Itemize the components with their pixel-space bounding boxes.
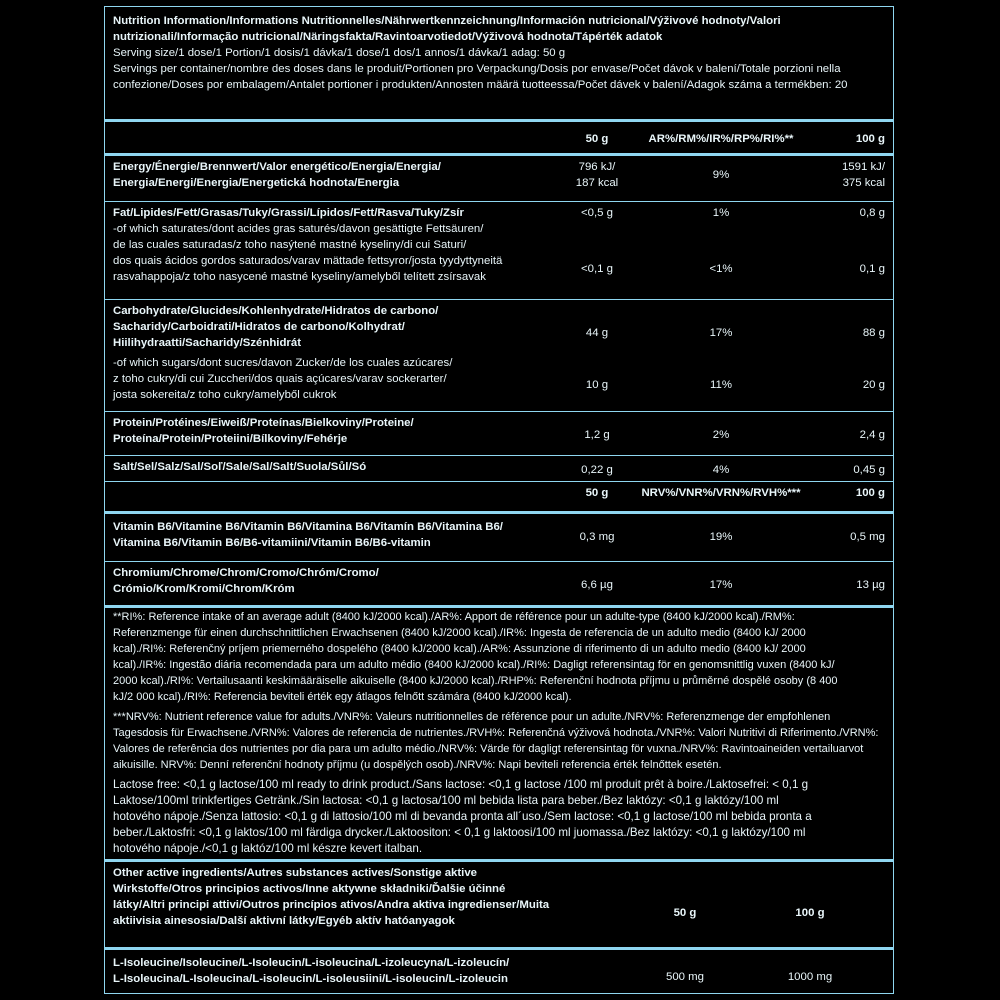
- value-ri: 1%: [712, 207, 730, 219]
- value-50g: 0,3 mg: [579, 531, 615, 543]
- divider: [105, 299, 893, 300]
- table-row-chromium: [105, 565, 893, 601]
- value-100g: 2,4 g: [859, 429, 885, 441]
- ri-footnote: **RI%: Reference intake of an average adult (8400 kJ/2000 kcal)./AR%: Apport de référence pour un adulte-type (8400 kJ/2000 kcal)./RM%: Referenzmenge für einen durchschnittlichen Erwachsenen (8400 kJ/2000 kcal)./IR%: Ingesta de referencia de un adulto medio (8400 kJ/ 2000 kcal)./RI%: Referenčný príjem priemerného dospelého (8400 kJ/2000 kcal)./AR%: Assunzione di riferimento di un adulto medio (8400 kJ/ 2000 kcal)./IR%: Ingestão diária recomendada para um adulto médio (8400 kJ/2000 kcal)./RI%: Dagligt referensintag för en genomsnittlig vuxen (8400 kJ/ 2000 kcal)./RI%: Vertailusaanti keskimääräiselle aikuiselle (8400 kJ/2000 kcal)./RHP%: Referenční hodnota příjmu u průměrné dospělé osoby (8 400 kJ/2 000 kcal)./RI%: Referencia beviteli érték egy átlagos felnőtt számára (8400 kJ/2000 kcal).: [113, 611, 838, 703]
- row-label: Carbohydrate/Glucides/Kohlenhydrate/Hidratos de carbono/ Sacharidy/Carboidrati/Hidratos de carbono/Kolhydrat/ Hiilihydraatti/Sacharidy/Szénhidrát: [113, 305, 439, 349]
- divider: [105, 201, 893, 202]
- divider: [105, 411, 893, 412]
- panel-title-line: Nutrition Information/Informations Nutritionnelles/Nährwertkennzeichnung/Información nutricional/Výživové hodnoty/Valori: [113, 15, 781, 27]
- table1-header-row: [105, 131, 893, 147]
- col-100g-header: 100 g: [855, 487, 885, 499]
- serving-info-line: Serving size/1 dose/1 Portion/1 dosis/1 dávka/1 dose/1 dos/1 annos/1 dávka/1 adag: 50 g: [113, 47, 566, 59]
- sub-row-label: -of which saturates/dont acides gras saturés/davon gesättigte Fettsäuren/ de las cuales saturadas/z toho nasýtené mastné kyseliny/di cui Saturi/ dos quais ácidos gordos saturados/varav mättade fettsyror/josta tyydyttyneitä rasvahappoja/z toho nasycené mastné kyseliny/amelyből telített zsírsavak: [113, 223, 503, 283]
- sub-value-ri: 11%: [710, 379, 732, 391]
- value-50g: 44 g: [585, 327, 609, 339]
- value-100g: 13 µg: [856, 579, 885, 591]
- table-row-protein: [105, 415, 893, 451]
- row-label: L-Isoleucine/Isoleucine/L-Isoleucin/L-isoleucina/L-izoleucyna/L-izoleucín/ L-Isoleucina/L-Isoleucina/L-isoleucin/L-isoleusiini/L-isoleucin/L-izoleucin: [113, 957, 510, 985]
- lactose-note: Lactose free: <0,1 g lactose/100 ml ready to drink product./Sans lactose: <0,1 g lactose /100 ml produit prêt à boire./Laktosefrei: < 0,1 g Laktose/100ml trinkfertiges Getränk./Sin lactosa: <0,1 g lactosa/100 ml bebida lista para beber./Bez laktózy: <0,1 g laktózy/100 ml hotového nápoje./Senza lattosio: <0,1 g di lattosio/100 ml di bevanda pronta all´uso./Sem lactose: <0,1 g lactose/100 ml bebida pronta a beber./Laktosfri: <0,1 g laktos/100 ml färdiga drycker./Laktoositon: < 0,1 g laktoosi/100 ml juomassa./Bez laktózy: <0,1 g laktózy/100 ml hotového nápoje./<0,1 g laktóz/100 ml készre kevert italban.: [113, 778, 812, 855]
- divider: [105, 947, 893, 950]
- value-100g: 1000 mg: [787, 971, 833, 983]
- col-ri-header: AR%/RM%/IR%/RP%/RI%**: [648, 133, 794, 145]
- row-label: Chromium/Chrome/Chrom/Cromo/Chróm/Cromo/ Crómio/Krom/Kromi/Chrom/Króm: [113, 567, 379, 595]
- divider: [105, 511, 893, 514]
- panel-title-line: nutrizionali/Informação nutricional/Näringsfakta/Ravintoarvotiedot/Výživová hodnota/Tápérték adatok: [113, 31, 663, 43]
- col-50g-header: 50 g: [585, 487, 609, 499]
- value-100g: 88 g: [862, 327, 885, 339]
- value-100g: 0,5 mg: [850, 531, 885, 543]
- value-ri: 9%: [712, 169, 730, 181]
- value-ri: 4%: [712, 464, 730, 476]
- value-100g: 1591 kJ/ 375 kcal: [841, 161, 885, 189]
- sub-row-label: -of which sugars/dont sucres/davon Zucker/de los cuales azúcares/ z toho cukry/di cui Zuccheri/dos quais açúcares/varav sockerarter/ josta sokereita/z toho cukry/amelyből cukrok: [113, 357, 453, 401]
- row-label: Energy/Énergie/Brennwert/Valor energético/Energia/Energia/ Energia/Energi/Energia/Energetická hodnota/Energia: [113, 161, 441, 189]
- row-label: Vitamin B6/Vitamine B6/Vitamin B6/Vitamina B6/Vitamín B6/Vitamina B6/ Vitamina B6/Vitamin B6/B6-vitamiini/Vitamin B6/B6-vitamin: [113, 521, 503, 549]
- row-label: Salt/Sel/Salz/Sal/Soľ/Sale/Sal/Salt/Suola/Sůl/Só: [113, 461, 367, 473]
- divider: [105, 119, 893, 122]
- divider: [105, 859, 893, 862]
- nutrition-panel: [104, 6, 894, 994]
- value-ri: 17%: [709, 327, 733, 339]
- value-50g: 0,22 g: [581, 464, 613, 476]
- value-nrv: 19%: [709, 531, 733, 543]
- table-row-fat: [105, 205, 893, 295]
- divider: [105, 605, 893, 608]
- sub-value-50g: <0,1 g: [581, 263, 613, 275]
- col-100g-header: 100 g: [855, 133, 885, 145]
- row-label: Fat/Lipides/Fett/Grasas/Tuky/Grassi/Lípidos/Fett/Rasva/Tuky/Zsír: [113, 207, 464, 219]
- col-100g-header: 100 g: [795, 907, 825, 919]
- value-50g: 500 mg: [666, 971, 704, 983]
- sub-value-ri: <1%: [709, 263, 733, 275]
- sub-value-100g: 20 g: [862, 379, 885, 391]
- serving-info-line: confezione/Doses por embalagem/Antalet portioner i produkten/Annosten määrä tuotteessa/Počet dávek v balení/Adagok száma a termékben: 20: [113, 79, 848, 91]
- divider: [105, 153, 893, 156]
- divider: [105, 481, 893, 482]
- value-50g: 796 kJ/ 187 kcal: [575, 161, 619, 189]
- panel-header: [105, 13, 893, 93]
- col-50g-header: 50 g: [585, 133, 609, 145]
- other-ingredients-header: [105, 865, 893, 937]
- value-100g: 0,45 g: [853, 464, 885, 476]
- serving-info-line: Servings per container/nombre des doses dans le produit/Portionen pro Verpackung/Dosis por envase/Počet dávok v balení/Totale porzioni nella: [113, 63, 841, 75]
- sub-value-50g: 10 g: [585, 379, 609, 391]
- table2-header-row: [105, 485, 893, 501]
- col-nrv-header: NRV%/VNR%/VRN%/RVH%***: [641, 487, 801, 499]
- value-50g: 1,2 g: [584, 429, 610, 441]
- value-50g: <0,5 g: [581, 207, 613, 219]
- table-row-isoleucine: [105, 955, 893, 991]
- table-row-vitamin-b6: [105, 519, 893, 555]
- divider: [105, 455, 893, 456]
- value-nrv: 17%: [709, 579, 733, 591]
- other-ingredients-label: Other active ingredients/Autres substances actives/Sonstige aktive Wirkstoffe/Otros principios activos/Inne aktywne składniki/Ďalšie účinné látky/Altri principi attivi/Outros princípios ativos/Andra aktiva ingredienser/Muita aktiivisia ainesosia/Další aktivní látky/Egyéb aktív hatóanyagok: [113, 867, 550, 927]
- divider: [105, 561, 893, 562]
- value-50g: 6,6 µg: [581, 579, 613, 591]
- value-ri: 2%: [712, 429, 730, 441]
- sub-value-100g: 0,1 g: [859, 263, 885, 275]
- table-row-energy: [105, 159, 893, 195]
- row-label: Protein/Protéines/Eiweiß/Proteínas/Bielkoviny/Proteine/ Proteína/Protein/Proteiini/Bílkoviny/Fehérje: [113, 417, 414, 445]
- col-50g-header: 50 g: [673, 907, 697, 919]
- table-row-salt: [105, 459, 893, 477]
- nrv-footnote: ***NRV%: Nutrient reference value for adults./VNR%: Valeurs nutritionnelles de référence pour un adulte./NRV%: Referenzmenge der empfohlenen Tagesdosis für Erwachsene./VRN%: Valores de referencia de nutrientes./RVH%: Referenčná výživová hodnota./VNR%: Valori Nutritivi di Riferimento./VRN%: Valores de referência dos nutrientes por dia para um adulto médio./NRV%: Värde för dagligt referensintag för vuxna./NRV%: Ravintoaineiden vertailuarvot aikuisille. NRV%: Denní referenční hodnoty příjmu (u dospělých osob)./NRV%: Napi beviteli referencia érték felnőttek esetén.: [113, 711, 879, 771]
- table-row-carbohydrate: [105, 303, 893, 407]
- value-100g: 0,8 g: [859, 207, 885, 219]
